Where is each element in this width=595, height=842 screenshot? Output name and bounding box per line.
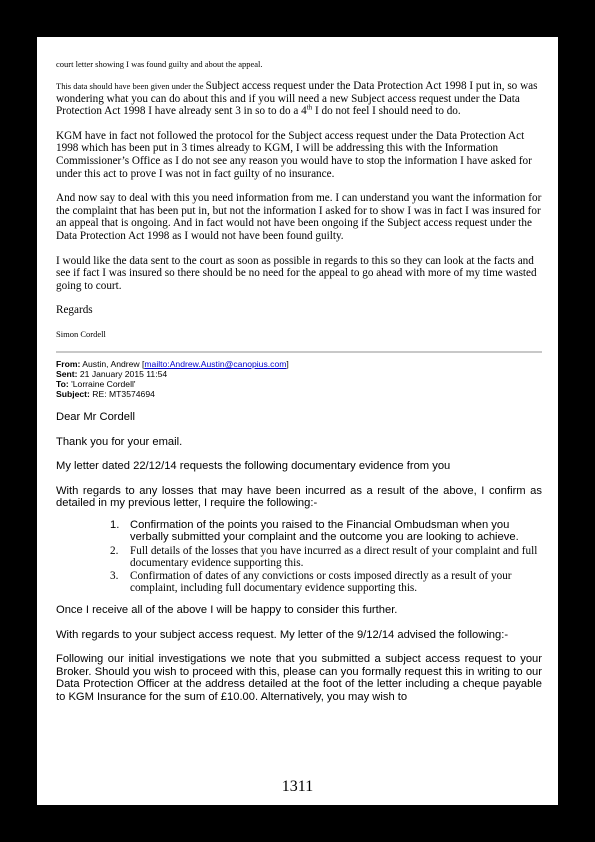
email-from [56, 359, 542, 369]
list-item [56, 546, 542, 569]
list-text: Confirmation of the points you raised to the Financial Ombudsman when you verbally submitted your complaint and the outcome you are looking to achieve. [130, 518, 519, 544]
regards-text: Regards [56, 304, 93, 317]
list-item [56, 519, 542, 544]
superscript-th: th [306, 103, 313, 112]
to-label: To: [56, 378, 69, 389]
paragraph-information: And now say to deal with this you need information from me. I can understand you want the information for the complaint that has been put in, but not the information I asked for to show I was in fact I was insured for an appeal that is ongoing. And in fact would not have been ongoing if the Subject access request under the Data Protection Act 1998 as I would not have been found guilty. [56, 192, 542, 242]
email-header [56, 359, 542, 399]
list-item [56, 571, 542, 594]
page-content [56, 59, 542, 704]
once-line: Once I receive all of the above I will be happy to consider this further. [56, 604, 398, 617]
to-value: 'Lorraine Cordell' [71, 378, 136, 389]
paragraph-small-lead: This data should have been given under the [56, 81, 206, 91]
from-close: ] [286, 358, 289, 369]
following-paragraph: Following our initial investigations we note that you submitted a subject access request to your Broker. Should you wish to proceed with this, please can you formally request this in writing to our Data Protection Officer at the address detailed at the foot of the letter including a cheque payable to KGM Insurance for the sum of £10.00. Alternatively, you may wish to [56, 653, 542, 704]
top-line: court letter showing I was found guilty and about the appeal. [56, 59, 263, 69]
list-text: Confirmation of dates of any convictions or costs imposed directly as a result of your complaint, including full documentary evidence supporting this. [130, 570, 512, 594]
list-text: Full details of the losses that you have incurred as a direct result of your complaint and full documentary evidence supporting this. [130, 545, 538, 569]
email-to [56, 379, 542, 389]
email-sent [56, 369, 542, 379]
paragraph-text-b: I do not feel I should need to do. [312, 105, 461, 118]
page-number: 1311 [281, 778, 314, 795]
paragraph-court-data: I would like the data sent to the court as soon as possible in regards to this so they can look at the facts and see if fact I was insured so there should be no need for the appeal to go ahead with more of my time wasted going to court. [56, 254, 537, 292]
from-name: Austin, Andrew [ [82, 358, 145, 369]
paragraph-text-a: Subject access request under the Data Protection Act 1998 I put in, so was wondering what you can do about this and if you will need a new Subject access request under the Data Protection Act 1998 I have already sent 3 in so to do a 4 [56, 80, 538, 118]
subject-label: Subject: [56, 388, 90, 399]
paragraph-subject-access [56, 80, 542, 118]
list-number: 1. [110, 518, 120, 531]
losses-intro: With regards to any losses that may have been incurred as a result of the above, I confirm as detailed in my previous letter, I require the following:- [56, 484, 542, 510]
document-page [37, 37, 558, 805]
from-label: From: [56, 358, 81, 369]
requirements-list [56, 519, 542, 594]
subject-value: RE: MT3574694 [92, 388, 155, 399]
list-number: 2. [110, 545, 119, 558]
letter-dated-line: My letter dated 22/12/14 requests the following documentary evidence from you [56, 460, 451, 473]
signature-name: Simon Cordell [56, 328, 106, 339]
email-subject [56, 389, 542, 399]
sent-value: 21 January 2015 11:54 [79, 368, 168, 379]
list-number: 3. [110, 570, 119, 583]
salutation: Dear Mr Cordell [56, 410, 135, 423]
paragraph-kgm-protocol: KGM have in fact not followed the protocol for the Subject access request under the Data Protection Act 1998 which has been put in 3 times already to KGM, I will be addressing this with the Information Commissioner’s Office as I do not see any reason you would have to stop the information I have asked for under this act to prove I was not in fact guilty of no insurance. [56, 129, 532, 180]
email-divider [56, 351, 542, 353]
sent-label: Sent: [56, 368, 78, 379]
sar-line: With regards to your subject access request. My letter of the 9/12/14 advised the following:- [56, 628, 509, 641]
thanks-line: Thank you for your email. [56, 435, 183, 448]
from-email-link[interactable]: mailto:Andrew.Austin@canopius.com [144, 358, 287, 369]
